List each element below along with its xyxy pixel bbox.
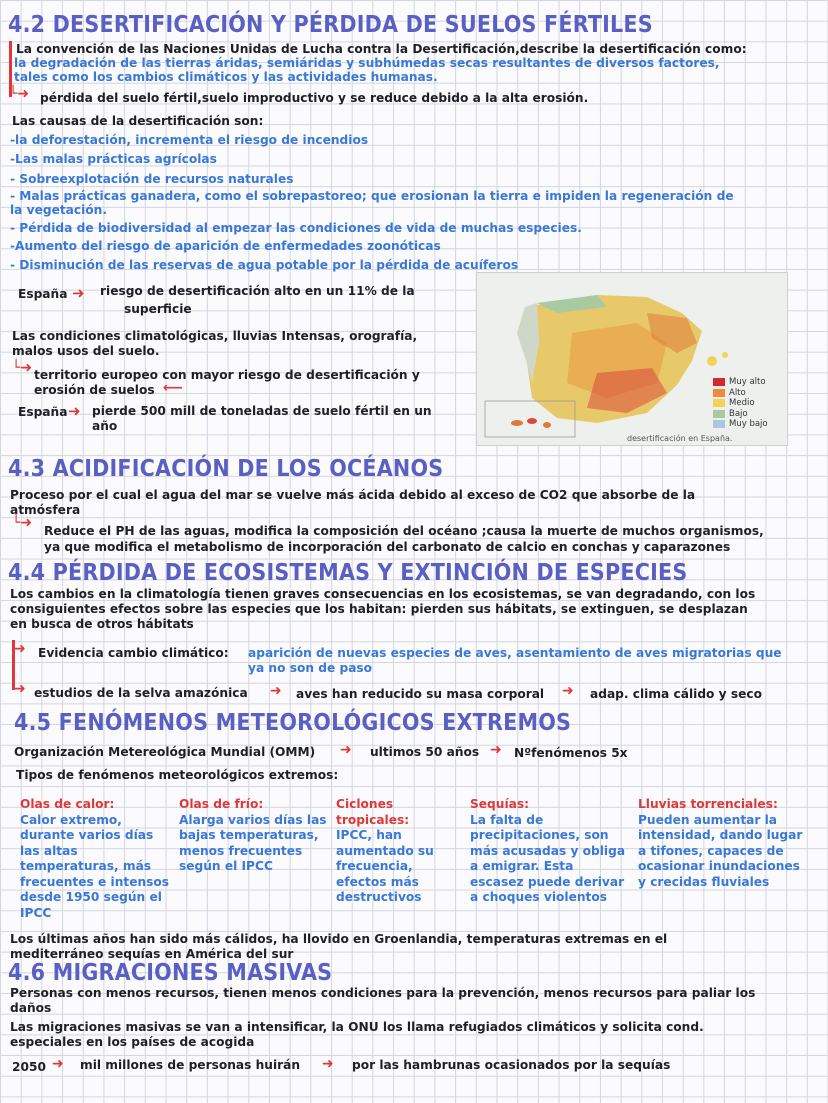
text-line: aparición de nuevas especies de aves, asentamiento de aves migratorias que: [248, 646, 782, 660]
label-espana: España: [18, 287, 68, 301]
text-line: tales como los cambios climáticos y las actividades humanas.: [14, 70, 438, 84]
column-body: IPCC, han aumentado su frecuencia, efectos más destructivos: [336, 828, 434, 904]
text-line: año: [92, 419, 118, 433]
arrow-icon: ➜: [340, 742, 352, 758]
causes-title: Las causas de la desertificación son:: [12, 114, 264, 128]
text-line: Los cambios en la climatología tienen graves consecuencias en los ecosistemas, se van degradando, con los: [10, 587, 756, 601]
column-title: Olas de frío:: [179, 797, 264, 811]
section-title-4-4: 4.4 PÉRDIDA DE ECOSISTEMAS Y EXTINCIÓN DE ESPECIES: [8, 560, 688, 586]
cause-item: -Las malas prácticas agrícolas: [10, 152, 217, 166]
map-legend: Muy alto Alto Medio Bajo Muy bajo: [713, 377, 768, 430]
section-title-4-2: 4.2 DESERTIFICACIÓN Y PÉRDIDA DE SUELOS FÉRTILES: [8, 12, 653, 38]
column-title: Olas de calor:: [20, 797, 115, 811]
text-line: por las hambrunas ocasionados por la sequías: [352, 1058, 671, 1072]
text-line: Las condiciones climatológicas, lluvias Intensas, orografía,: [12, 329, 418, 343]
section-title-4-6: 4.6 MIGRACIONES MASIVAS: [8, 960, 333, 986]
column-title: Sequías:: [470, 797, 529, 811]
text-line: Nºfenómenos 5x: [514, 746, 628, 760]
column-body: Pueden aumentar la intensidad, dando lugar a tifones, capaces de ocasionar inundaciones y crecidas fluviales: [638, 812, 803, 889]
section-title-4-5: 4.5 FENÓMENOS METEOROLÓGICOS EXTREMOS: [14, 710, 572, 736]
arrow-icon: ➜: [14, 681, 26, 697]
text-line: adap. clima cálido y seco: [590, 687, 762, 701]
arrow-icon: ➜: [68, 402, 81, 420]
arrow-icon: ➜: [72, 284, 85, 302]
cause-item: - Malas prácticas ganadera, como el sobrepastoreo; que erosionan la tierra e impiden la regeneración de: [10, 189, 734, 203]
arrow-icon: └➜: [9, 86, 30, 102]
text-line: daños: [10, 1001, 52, 1015]
column-body: Calor extremo, durante varios días las altas temperaturas, más frecuentes e intensos desde 1950 según el IPCC: [20, 812, 170, 920]
cause-item: -la deforestación, incrementa el riesgo de incendios: [10, 133, 369, 147]
arrow-icon: └➜: [12, 360, 33, 376]
text-line: Los últimas años han sido más cálidos, ha llovido en Groenlandia, temperaturas extremas en el: [10, 932, 668, 946]
text-line: mediterráneo sequías en América del sur: [10, 947, 294, 961]
evidence-label: Evidencia cambio climático:: [38, 646, 229, 660]
text-line: la degradación de las tierras áridas, semiáridas y subhúmedas secas resultantes de diversos factores,: [14, 56, 720, 70]
phenomenon-column: [20, 797, 172, 921]
text-line: ya que modifica el metabolismo de incorporación del carbonato de calcio en conchas y caparazones: [44, 540, 731, 554]
cause-item: - Sobreexplotación de recursos naturales: [10, 172, 294, 186]
column-title: Lluvias torrenciales:: [638, 797, 778, 811]
section-title-4-3: 4.3 ACIDIFICACIÓN DE LOS OCÉANOS: [8, 456, 444, 482]
column-body: La falta de precipitaciones, son más acusadas y obliga a emigrar. Esta escasez puede derivar a choques violentos: [470, 812, 626, 904]
phenomenon-column: [336, 797, 456, 906]
text-line: estudios de la selva amazónica: [34, 686, 248, 700]
text-line: pérdida del suelo fértil,suelo improductivo y se reduce debido a la alta erosión.: [40, 91, 589, 105]
cause-item: - Disminución de las reservas de agua potable por la pérdida de acuíferos: [10, 258, 519, 272]
arrow-icon: ➜: [270, 683, 282, 699]
phenomenon-column: [470, 797, 628, 906]
column-title: Ciclones tropicales:: [336, 797, 410, 827]
arrow-icon: ➜: [322, 1056, 334, 1072]
text-line: ya no son de paso: [248, 661, 373, 675]
phenomenon-column: [179, 797, 329, 875]
text-line: malos usos del suelo.: [12, 344, 160, 358]
map-caption: desertificación en España.: [627, 434, 733, 443]
text-line: Las migraciones masivas se van a intensificar, la ONU los llama refugiados climáticos y solicita cond.: [10, 1020, 704, 1034]
phenomenon-column: [638, 797, 812, 890]
cause-item: - Pérdida de biodiversidad al empezar las condiciones de vida de muchas especies.: [10, 221, 582, 235]
column-body: Alarga varios días las bajas temperaturas, menos frecuentes según el IPCC: [179, 812, 327, 873]
text-line: aves han reducido su masa corporal: [296, 687, 545, 701]
text-line: en busca de otros hábitats: [10, 617, 194, 631]
text-line: pierde 500 mill de toneladas de suelo fértil en un: [92, 404, 432, 418]
text-line: mil millones de personas huirán: [80, 1058, 301, 1072]
text-line: territorio europeo con mayor riesgo de desertificación y: [34, 368, 420, 382]
text-line: especiales en los países de acogida: [10, 1035, 255, 1049]
text-line: superficie: [124, 302, 192, 316]
text-line: Proceso por el cual el agua del mar se vuelve más ácida debido al exceso de CO2 que absorbe de la: [10, 488, 696, 502]
arrow-icon: ➜: [562, 683, 574, 699]
arrow-icon: └➜: [12, 515, 33, 531]
text-line: consiguientes efectos sobre las especies que los habitan: pierden sus hábitats, se extinguen, se desplazan: [10, 602, 748, 616]
cause-item: -Aumento del riesgo de aparición de enfermedades zoonóticas: [10, 239, 441, 253]
year-label: 2050: [12, 1060, 46, 1074]
text-line: Reduce el PH de las aguas, modifica la composición del océano ;causa la muerte de muchos organismos,: [44, 524, 764, 538]
curved-arrow-icon: ⟵: [163, 380, 184, 396]
label-espana: España: [18, 405, 68, 419]
text-line: Personas con menos recursos, tienen menos condiciones para la prevención, menos recursos para paliar los: [10, 986, 756, 1000]
arrow-icon: ➜: [490, 742, 502, 758]
arrow-icon: ➜: [14, 641, 26, 657]
desertification-map: [476, 272, 788, 446]
text-line: riesgo de desertificación alto en un 11% de la: [100, 284, 415, 298]
cause-item: la vegetación.: [10, 203, 107, 217]
text-line: erosión de suelos: [34, 383, 155, 397]
text-line: La convención de las Naciones Unidas de Lucha contra la Desertificación,describe la desertificación como:: [16, 42, 747, 56]
text-line: Tipos de fenómenos meteorológicos extremos:: [16, 768, 339, 782]
text-line: ultimos 50 años: [370, 745, 480, 759]
arrow-icon: ➜: [52, 1056, 64, 1072]
text-line: atmósfera: [10, 503, 81, 517]
text-line: Organización Metereológica Mundial (OMM): [14, 745, 316, 759]
